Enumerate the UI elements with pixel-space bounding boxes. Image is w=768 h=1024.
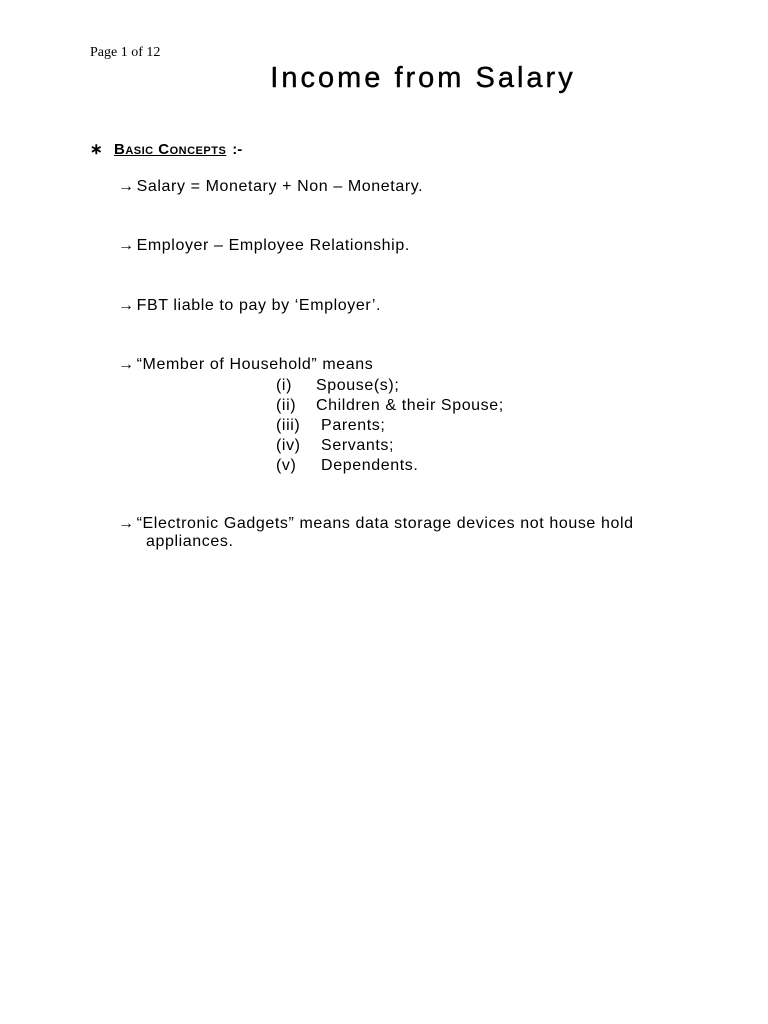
list-item-text: Parents; bbox=[316, 417, 386, 434]
section-heading-text: Basic Concepts bbox=[114, 140, 227, 158]
section-heading-suffix: :- bbox=[232, 140, 243, 158]
concept-item-salary bbox=[118, 178, 423, 196]
document-title: Income from Salary bbox=[270, 62, 576, 94]
arrow-right-icon: → bbox=[118, 297, 135, 314]
arrow-right-icon: → bbox=[118, 515, 135, 532]
list-item bbox=[276, 416, 504, 436]
list-item bbox=[276, 396, 504, 416]
concept-text: Salary = Monetary + Non – Monetary. bbox=[136, 178, 424, 195]
list-item-text: Spouse(s); bbox=[316, 377, 400, 394]
concept-item-household bbox=[118, 356, 373, 374]
arrow-right-icon: → bbox=[118, 356, 135, 373]
list-item-number: (iv) bbox=[276, 437, 301, 454]
list-item-number: (v) bbox=[276, 457, 297, 474]
concept-text: “Electronic Gadgets” means data storage devices not house hold bbox=[136, 515, 634, 532]
concept-text-continuation: appliances. bbox=[146, 533, 234, 550]
concept-item-electronic-gadgets bbox=[118, 515, 634, 551]
concept-item-fbt bbox=[118, 297, 381, 315]
arrow-right-icon: → bbox=[118, 237, 135, 254]
page-number: Page 1 of 12 bbox=[90, 45, 161, 60]
list-item-number: (iii) bbox=[276, 417, 301, 434]
household-members-list bbox=[276, 376, 504, 476]
concept-text: “Member of Household” means bbox=[136, 356, 374, 373]
list-item-text: Dependents. bbox=[316, 457, 419, 474]
section-heading bbox=[90, 140, 242, 158]
list-item bbox=[276, 436, 504, 456]
concept-text: Employer – Employee Relationship. bbox=[136, 237, 410, 254]
arrow-right-icon: → bbox=[118, 178, 135, 195]
list-item-number: (ii) bbox=[276, 397, 297, 414]
concept-item-relationship bbox=[118, 237, 410, 255]
list-item bbox=[276, 456, 504, 476]
list-item-text: Servants; bbox=[316, 437, 395, 454]
list-item-number: (i) bbox=[276, 377, 293, 394]
list-item bbox=[276, 376, 504, 396]
concept-text: FBT liable to pay by ‘Employer’. bbox=[136, 297, 382, 314]
list-item-text: Children & their Spouse; bbox=[316, 397, 504, 414]
star-bullet-icon: ∗ bbox=[90, 141, 103, 158]
